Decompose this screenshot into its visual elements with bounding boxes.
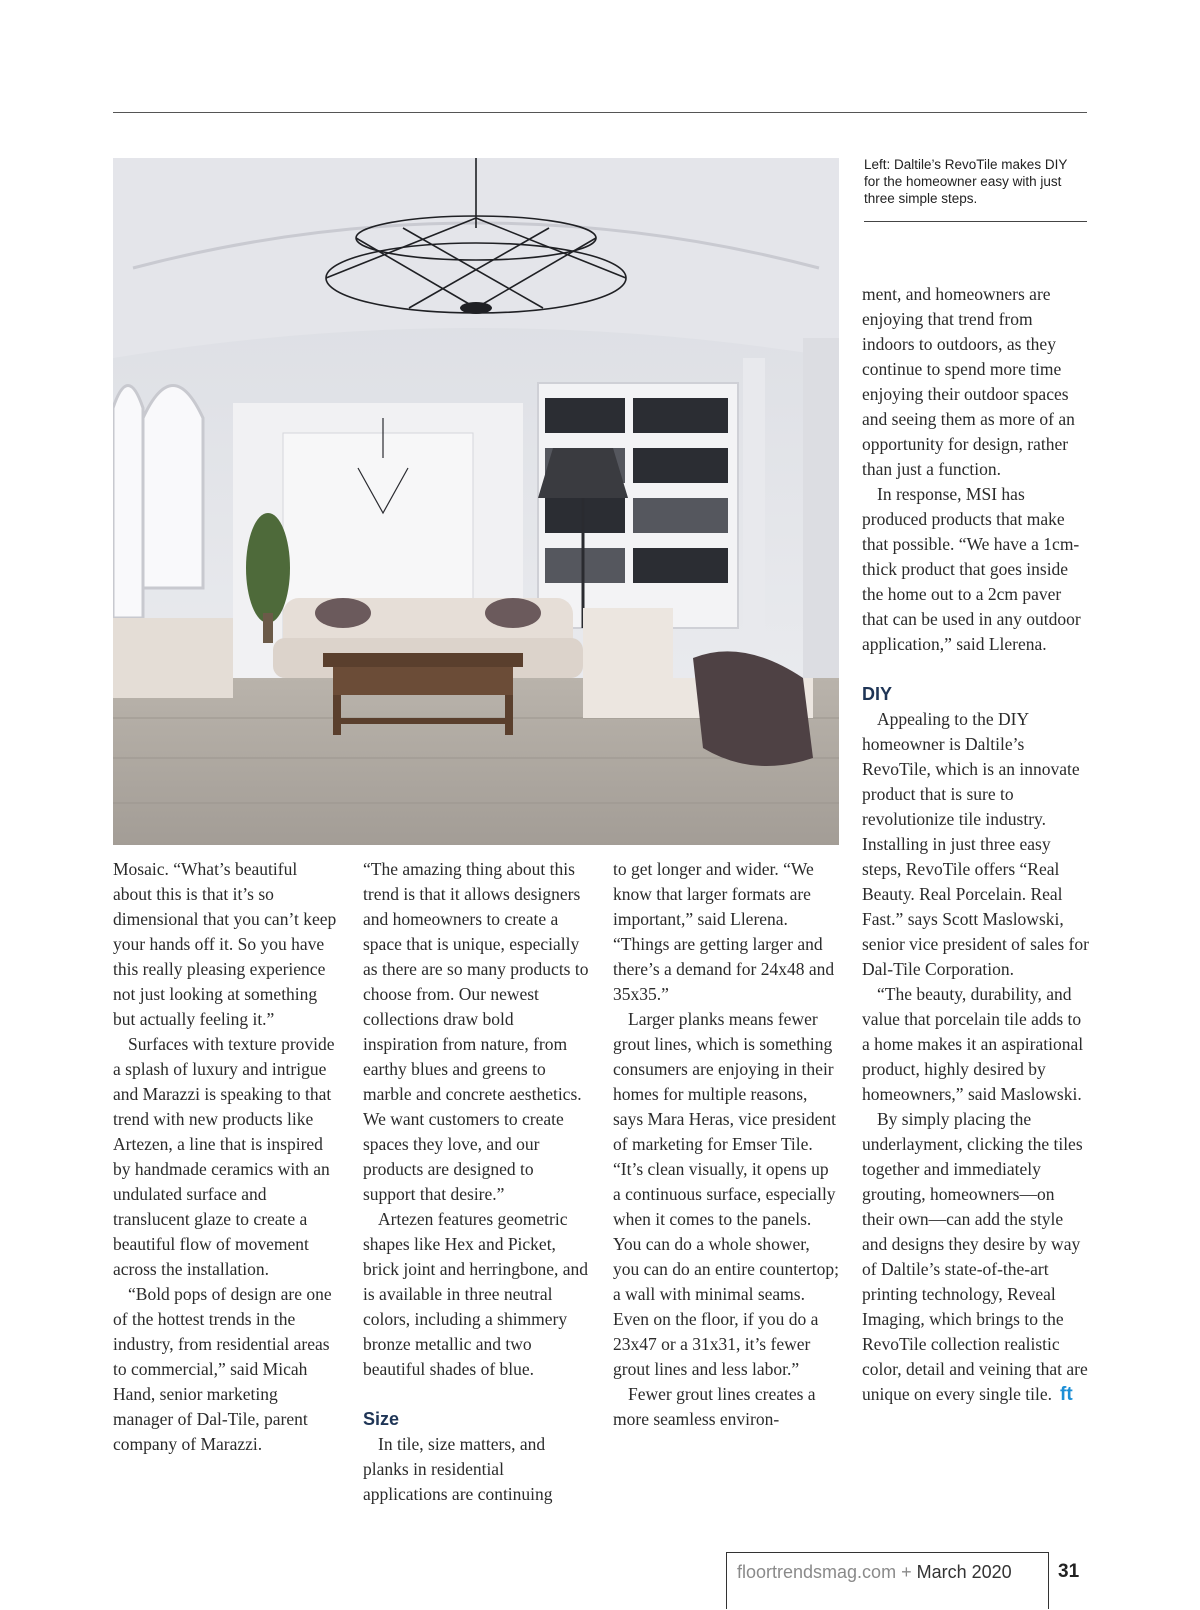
section-heading-size: Size xyxy=(363,1409,400,1429)
footer-date: March 2020 xyxy=(916,1562,1012,1582)
paragraph-text: By simply placing the underlayment, clicking the tiles together and immediately grouting, homeowners—on their own—can add the style and designs they desire by way of Daltile’s state-of-the-art printing technology, Reveal Imaging, which brings to the RevoTile collection realistic color, detail and veining that are unique on every single tile. xyxy=(862,1109,1088,1404)
caption-rule xyxy=(864,221,1087,222)
footer-text xyxy=(737,1562,1012,1583)
section-heading-diy: DIY xyxy=(862,684,893,704)
footer-separator: + xyxy=(901,1562,912,1582)
top-rule xyxy=(113,112,1087,113)
paragraph xyxy=(862,1107,1089,1407)
photo-caption: Left: Daltile’s RevoTile makes DIY for the homeowner easy with just three simple steps. xyxy=(864,157,1068,206)
paragraph: Fewer grout lines creates a more seamless environ- xyxy=(613,1384,816,1429)
column-2 xyxy=(363,857,589,1507)
paragraph: ment, and homeowners are enjoying that trend from indoors to outdoors, as they continue to spend more time enjoying their outdoor spaces and seeing them as more of an opportunity for design, rather than just a function. xyxy=(862,284,1075,479)
paragraph: “The amazing thing about this trend is that it allows designers and homeowners to create a space that is unique, especially as there are so many products to choose from. Our newest collections draw bold inspiration from nature, from earthy blues and greens to marble and concrete aesthetics. We want customers to create spaces they love, and our products are designed to support that desire.” xyxy=(363,859,589,1204)
column-4 xyxy=(862,282,1089,1407)
paragraph: Artezen features geometric shapes like Hex and Picket, brick joint and herringbone, and is available in three neutral colors, including a shimmery bronze metallic and two beautiful shades of blue. xyxy=(363,1209,589,1379)
footer-site: floortrendsmag.com xyxy=(737,1562,897,1582)
paragraph: In tile, size matters, and planks in residential applications are continuing xyxy=(363,1434,553,1504)
column-3 xyxy=(613,857,839,1432)
column-1 xyxy=(113,857,339,1457)
paragraph: Larger planks means fewer grout lines, which is something consumers are enjoying in their homes for multiple reasons, says Mara Heras, vice president of marketing for Emser Tile. “It’s clean visually, it opens up a continuous surface, especially when it comes to the panels. You can do a whole shower, you can do an entire countertop; a wall with minimal seams. Even on the floor, if you do a 23x47 or a 31x31, it’s fewer grout lines and less labor.” xyxy=(613,1009,839,1379)
paragraph: In response, MSI has produced products that make that possible. “We have a 1cm-thick product that goes inside the home out to a 2cm paver that can be used in any outdoor application,” said Llerena. xyxy=(862,484,1081,654)
paragraph: “The beauty, durability, and value that porcelain tile adds to a home makes it an aspirational product, highly desired by homeowners,” said Maslowski. xyxy=(862,984,1084,1104)
living-room-photo xyxy=(113,158,839,845)
paragraph: to get longer and wider. “We know that larger formats are important,” said Llerena. “Things are getting larger and there’s a demand for 24x48 and 35x35.” xyxy=(613,859,835,1004)
paragraph: Mosaic. “What’s beautiful about this is that it’s so dimensional that you can’t keep your hands off it. So you have this really pleasing experience not just looking at something but actually feeling it.” xyxy=(113,859,337,1029)
paragraph: Appealing to the DIY homeowner is Daltile’s RevoTile, which is an innovate product that is sure to revolutionize tile industry. Installing in just three easy steps, RevoTile offers “Real Beauty. Real Porcelain. Real Fast.” says Scott Maslowski, senior vice president of sales for Dal-Tile Corporation. xyxy=(862,709,1089,979)
paragraph: Surfaces with texture provide a splash of luxury and intrigue and Marazzi is speaking to that trend with new products like Artezen, a line that is inspired by handmade ceramics with an undulated surface and translucent glaze to create a beautiful flow of movement across the installation. xyxy=(113,1034,335,1279)
end-mark-logo: ft xyxy=(1060,1384,1073,1405)
page-number: 31 xyxy=(1058,1561,1080,1582)
paragraph: “Bold pops of design are one of the hottest trends in the industry, from residential areas to commercial,” said Micah Hand, senior marketing manager of Dal-Tile, parent company of Marazzi. xyxy=(113,1284,332,1454)
